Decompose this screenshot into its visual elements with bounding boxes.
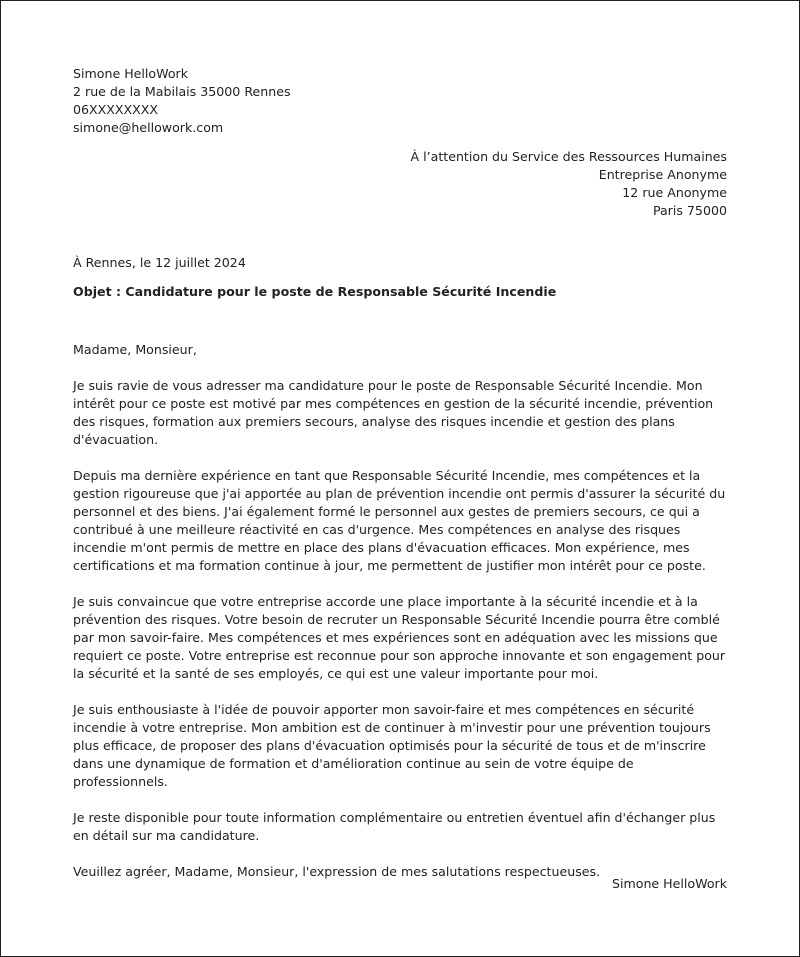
recipient-city: Paris 75000 (652, 203, 727, 218)
salutation: Madame, Monsieur, (73, 342, 197, 357)
recipient-company: Entreprise Anonyme (598, 167, 727, 182)
paragraph-motivation: Je suis enthousiaste à l'idée de pouvoir apporter mon savoir-faire et mes compétences en sécurité incendie à votre entreprise. Mon ambition est de continuer à m'investir pour une prévention toujours plus efficace, de proposer des plans d'évacuation optimisés pour la sécurité de tous et de m'inscrire dans une dynamique de formation et d'amélioration continue au sein de votre équipe de professionnels. (73, 702, 711, 789)
sender-address: 2 rue de la Mabilais 35000 Rennes (73, 84, 291, 99)
signature: Simone HelloWork (611, 876, 727, 891)
paragraph-experience: Depuis ma dernière expérience en tant que Responsable Sécurité Incendie, mes compétences et la gestion rigoureuse que j'ai apportée au plan de prévention incendie ont permis d'assurer la sécurité du personnel et des biens. J'ai également formé le personnel aux gestes de premiers secours, ce qui a contribué à une meilleure réactivité en cas d'urgence. Mes compétences en analyse des risques incendie m'ont permis de mettre en place des plans d'évacuation efficaces. Mon expérience, mes certifications et ma formation continue à jour, me permettent de justifier mon intérêt pour ce poste. (73, 468, 726, 573)
paragraph-intro: Je suis ravie de vous adresser ma candidature pour le poste de Responsable Sécurité Incendie. Mon intérêt pour ce poste est motivé par mes compétences en gestion de la sécurité incendie, prévention des risques, formation aux premiers secours, analyse des risques incendie et gestion des plans d'évacuation. (73, 378, 714, 447)
recipient-block (307, 148, 727, 220)
sender-block (73, 65, 473, 137)
paragraph-company: Je suis convaincue que votre entreprise accorde une place importante à la sécurité incendie et à la prévention des risques. Votre besoin de recruter un Responsable Sécurité Incendie pourra être comblé par mon savoir-faire. Mes compétences et mes expériences sont en adéquation avec les missions que requiert ce poste. Votre entreprise est reconnue pour son approche innovante et son engagement pour la sécurité et la santé de ses employés, ce qui est une valeur importante pour moi. (73, 594, 726, 681)
recipient-street: 12 rue Anonyme (622, 185, 727, 200)
letter-date: À Rennes, le 12 juillet 2024 (73, 255, 246, 270)
letter-body (73, 341, 729, 899)
letter-subject: Objet : Candidature pour le poste de Responsable Sécurité Incendie (73, 284, 557, 299)
sender-name: Simone HelloWork (73, 66, 189, 81)
sender-email: simone@hellowork.com (73, 120, 224, 135)
recipient-attention: À l’attention du Service des Ressources Humaines (410, 149, 727, 164)
sender-phone: 06XXXXXXXX (73, 102, 159, 117)
paragraph-closing: Veuillez agréer, Madame, Monsieur, l'expression de mes salutations respectueuses. (73, 864, 601, 879)
paragraph-availability: Je reste disponible pour toute information complémentaire ou entretien éventuel afin d'échanger plus en détail sur ma candidature. (73, 810, 716, 843)
